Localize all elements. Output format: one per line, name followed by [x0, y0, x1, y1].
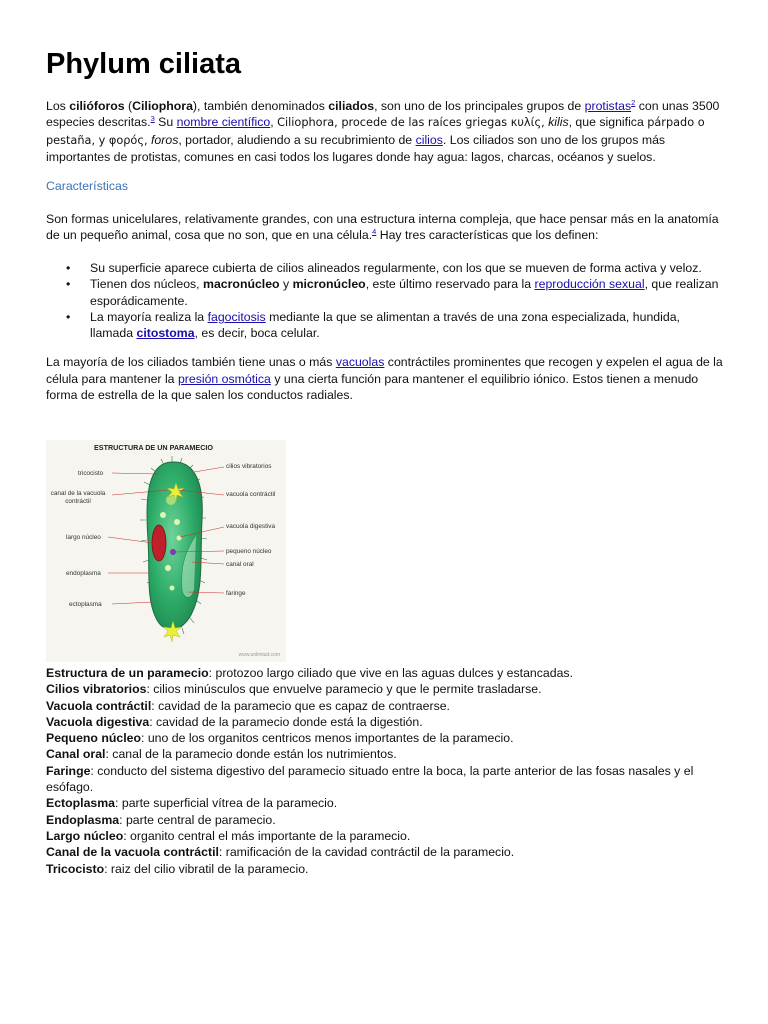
- glossary-item: Faringe: conducto del sistema digestivo del paramecio situado entre la boca, la parte anterior de las fosas nasales y el esófago.: [46, 763, 694, 795]
- label-cilios: cilios vibratorios: [226, 463, 272, 470]
- vacuolas-paragraph: La mayoría de los ciliados también tiene unas o más vacuolas contráctiles prominentes que recogen y expelen el agua de la célula para mantener la presión osmótica y una cierta función para mantener el equilibrio iónico. Estos tienen a menudo forma de estrella de la que salen los conductos radiales.: [46, 355, 723, 402]
- label-canal-vacuola: canal de la vacuola contráctil: [50, 490, 106, 505]
- link-nombre-cientifico[interactable]: nombre científico: [176, 115, 271, 130]
- label-largo-nucleo: largo núcleo: [66, 534, 101, 541]
- link-cilios[interactable]: cilios: [415, 132, 443, 147]
- greek-etymology: Ciliophora, procede de las raíces griegas κυλίς,: [277, 116, 545, 130]
- label-tricocisto: tricocisto: [78, 470, 104, 477]
- label-vacuola-digestiva: vacuola digestiva: [226, 523, 276, 530]
- footnote-link[interactable]: 4: [372, 227, 377, 237]
- glossary-item: Tricocisto: raiz del cilio vibratil de la paramecio.: [46, 861, 309, 876]
- figure-credit: www.unlimiud.com: [238, 652, 280, 658]
- glossary-item: Ectoplasma: parte superficial vítrea de la paramecio.: [46, 796, 338, 811]
- bullet-icon: •: [66, 261, 71, 275]
- link-protistas[interactable]: protistas: [584, 99, 632, 113]
- link-vacuolas[interactable]: vacuolas: [335, 355, 385, 369]
- glossary-item: Largo núcleo: organito central el más importante de la paramecio.: [46, 828, 411, 843]
- label-vacuola-contractil: vacuola contráctil: [226, 491, 276, 498]
- italic-term: foros: [151, 132, 179, 147]
- section-heading: Características: [46, 179, 129, 193]
- paramecium-figure: [46, 440, 286, 662]
- footnote-link[interactable]: 2: [631, 97, 636, 107]
- label-faringe: faringe: [226, 590, 246, 597]
- page-title: Phylum ciliata: [46, 48, 242, 80]
- label-endoplasma: endoplasma: [66, 570, 101, 577]
- glossary-item: Endoplasma: parte central de paramecio.: [46, 812, 276, 827]
- glossary-item: Estructura de un paramecio: protozoo largo ciliado que vive en las aguas dulces y estancadas.: [46, 666, 573, 680]
- term-bold: ciliados: [328, 99, 375, 113]
- glossary-list: [46, 665, 726, 877]
- glossary-item: Vacuola digestiva: cavidad de la paramecio donde está la digestión.: [46, 714, 423, 729]
- characteristics-paragraph: Son formas unicelulares, relativamente grandes, con una estructura interna compleja, que hace pensar más en la anatomía de un pequeño animal, cosa que no son, que en una célula.$^4$ Hay tres características que los definen:: [46, 212, 719, 243]
- glossary-item: Pequeno núcleo: uno de los organitos centricos menos importantes de la paramecio.: [46, 731, 514, 746]
- footnote-link[interactable]: 3: [150, 114, 155, 124]
- list-item: • Tienen dos núcleos, macronúcleo y micronúcleo, este último reservado para la reproducción sexual, que realizan esporádicamente.: [66, 277, 719, 308]
- italic-term: kilis: [548, 115, 569, 130]
- term-bold: Ciliophora: [132, 99, 193, 113]
- bullet-icon: •: [66, 277, 71, 292]
- term-bold: cilióforos: [69, 99, 125, 113]
- label-canal-oral: canal oral: [226, 561, 254, 568]
- bullet-icon: •: [66, 309, 71, 324]
- link-presion-osmotica[interactable]: presión osmótica: [177, 371, 271, 386]
- characteristics-list: [46, 260, 726, 341]
- greek-etymology: párpado o pestaña, y φορός,: [46, 116, 705, 147]
- label-pequeno-nucleo: pequeno núcleo: [226, 548, 272, 555]
- label-ectoplasma: ectoplasma: [69, 601, 102, 608]
- list-item: • Su superficie aparece cubierta de cilios alineados regularmente, con los que se mueven de forma activa y veloz.: [66, 261, 702, 275]
- link-reproduccion-sexual[interactable]: reproducción sexual: [534, 277, 645, 292]
- list-item: • La mayoría realiza la fagocitosis mediante la que se alimentan a través de una zona especializada, hundida, llamada citostoma, es decir, boca celular.: [66, 309, 680, 341]
- glossary-item: Vacuola contráctil: cavidad de la paramecio que es capaz de contraerse.: [46, 698, 450, 713]
- link-citostoma[interactable]: citostoma: [136, 326, 195, 341]
- figure-title: ESTRUCTURA DE UN PARAMECIO: [94, 443, 213, 452]
- link-fagocitosis[interactable]: fagocitosis: [207, 309, 266, 324]
- glossary-item: Canal oral: canal de la paramecio donde están los nutrimientos.: [46, 747, 397, 762]
- glossary-item: Canal de la vacuola contráctil: ramificación de la cavidad contráctil de la paramecio.: [46, 845, 515, 860]
- intro-paragraph: Los cilióforos (Ciliophora), también denominados ciliados, son uno de los principales grupos de protistas$^2$ con unas 3500 especies descritas.$^3$ Su nombre científico, Ciliophora, procede de las raíces griegas κυλίς, kilis, que significa párpado o pestaña, y φορός, foros, portador, aludiendo a su recubrimiento de cilios. Los ciliados son uno de los grupos más importantes de protistas, comunes en casi todos los lugares donde hay agua: lagos, charcas, océanos y suelos.: [46, 97, 720, 164]
- glossary-item: Cilios vibratorios: cilios minúsculos que envuelve paramecio y que le permite trasladarse.: [46, 682, 542, 697]
